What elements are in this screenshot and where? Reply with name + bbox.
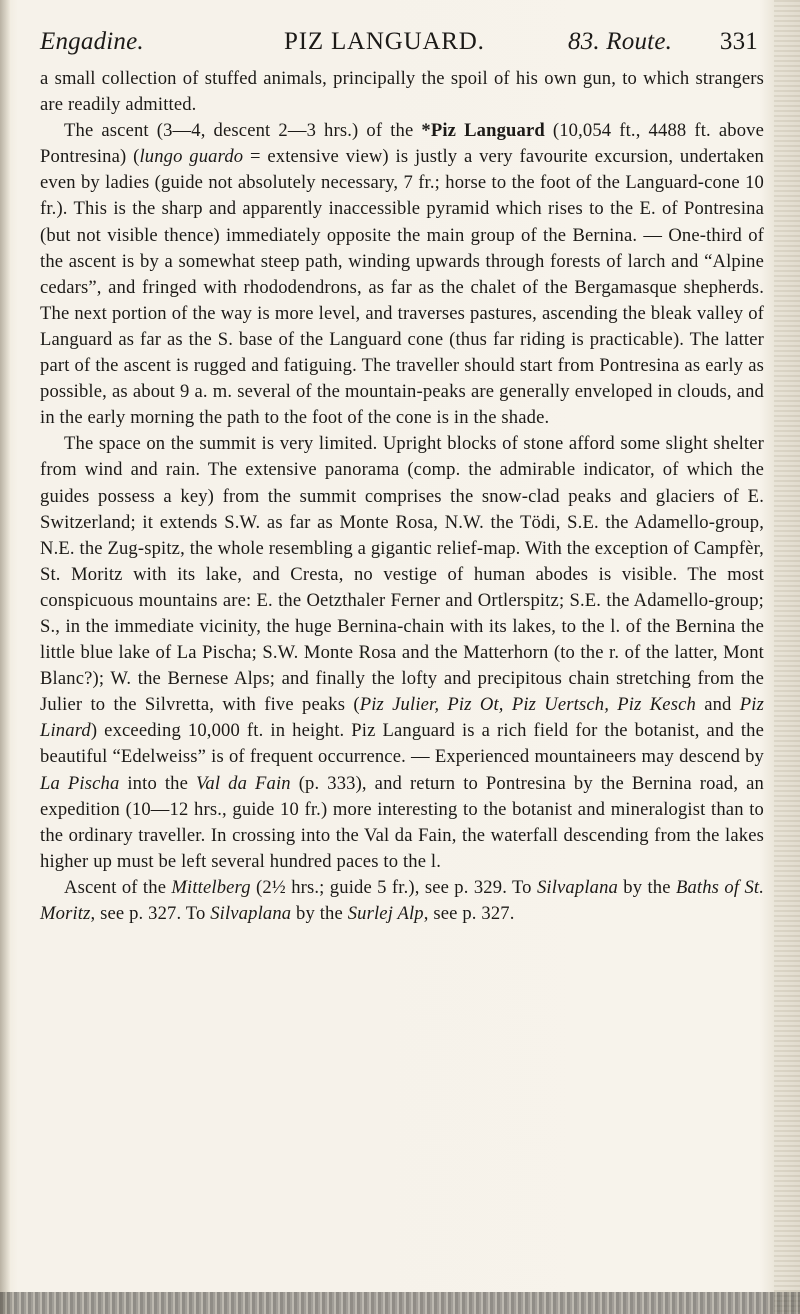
italic-text: Silvaplana (210, 903, 292, 924)
page-number: 331 (719, 28, 758, 55)
italic-text: Mittelberg (171, 876, 251, 898)
text-run: (2½ hrs.; guide 5 fr.), see p. 329. To (250, 876, 537, 898)
text-run: a small collection of stuffed animals, principally the spoil of his own gun, to which strangers are readily admitted. (40, 68, 764, 116)
header-route: 83. Route. (568, 28, 673, 55)
body-text (40, 66, 764, 927)
text-run: (10,054 ft., 4488 ft. above Pontresina) ( (40, 120, 764, 168)
paragraph (40, 118, 764, 431)
italic-text: Silvaplana (536, 876, 618, 898)
text-run: by the (291, 903, 348, 924)
page-edge (774, 0, 800, 1314)
page-bottom-edge (0, 1292, 800, 1314)
paragraph (40, 875, 764, 927)
italic-text: Val da Fain (195, 772, 291, 794)
text-run: The space on the summit is very limited. Upright blocks of stone afford some slight shelter from wind and rain. The extensive panorama (comp. the admirable indicator, of which the guides possess a key) from the summit comprises the snow-clad peaks and glaciers of E. Switzerland; it extends S.W. as far as Monte Rosa, N.W. the Tödi, S.E. the Adamello-group, N.E. the Zug-spitz, the whole resembling a gigantic relief-map. With the exception of Campfèr, St. Moritz with its lake, and Cresta, no vestige of human abodes is visible. The most conspicuous mountains are: E. the Oetzthaler Ferner and Ortlerspitz; S.E. the Adamello-group; S., in the immediate vicinity, the huge Bernina-chain with its lakes, to the l. of the Bernina the little blue lake of La Pischa; S.W. Monte Rosa and the Matterhorn (to the r. of the latter, Mont Blanc?); W. the Bernese Alps; and finally the lofty and precipitous chain stretching from the Julier to the Silvretta, with five peaks ( (40, 433, 764, 716)
italic-text: Piz Linard (40, 694, 764, 742)
text-run: ) exceeding 10,000 ft. in height. Piz Languard is a rich field for the botanist, and the beautiful “Edelweiss” is of frequent occurrence. — Experienced mountaineers may descend by (40, 720, 764, 768)
text-run: , see p. 327. (423, 903, 515, 924)
text-run: , see p. 327. To (90, 903, 211, 924)
page-gutter-shadow (0, 0, 10, 1314)
header-title: PIZ LANGUARD. (284, 28, 485, 55)
bold-text: *Piz Languard (421, 120, 545, 142)
italic-text: Piz Julier, Piz Ot, Piz Uertsch, Piz Kesch (359, 694, 696, 716)
text-run: into the (119, 772, 196, 794)
text-run: The ascent (3—4, descent 2—3 hrs.) of the (64, 120, 422, 142)
text-run: and (695, 694, 740, 716)
text-run: (p. 333), and return to Pontresina by the Bernina road, an expedition (10—12 hrs., guide 10 fr.) more interesting to the botanist and mineralogist than to the ordinary traveller. In crossing into the Val da Fain, the waterfall descending from the lakes higher up must be left several hundred paces to the l. (40, 772, 764, 872)
italic-text: Baths of St. Moritz (40, 876, 765, 924)
paragraph (40, 431, 764, 875)
text-run: Ascent of the (64, 876, 172, 898)
header-region: Engadine. (40, 28, 144, 55)
running-header (40, 22, 762, 62)
italic-text: La Pischa (40, 772, 120, 794)
italic-text: Surlej Alp (347, 903, 424, 924)
text-run: by the (617, 876, 676, 898)
italic-text: lungo guardo (139, 146, 244, 168)
text-run: = extensive view) is justly a very favourite excursion, undertaken even by ladies (guide not absolutely necessary, 7 fr.; horse to the foot of the Languard-cone 10 fr.). This is the sharp and apparently inaccessible pyramid which rises to the E. of Pontresina (but not visible thence) immediately opposite the main group of the Bernina. — One-third of the ascent is by a somewhat steep path, winding upwards through forests of larch and “Alpine cedars”, and fringed with rhododendrons, as far as the chalet of the Bergamasque shepherds. The next portion of the way is more level, and traverses pastures, ascending the bleak valley of Languard as far as the S. base of the Languard cone (thus far riding is practicable). The latter part of the ascent is rugged and fatiguing. The traveller should start from Pontresina as early as possible, as about 9 a. m. several of the mountain-peaks are generally enveloped in clouds, and in the early morning the path to the foot of the cone is in the shade. (40, 146, 764, 429)
paragraph (40, 66, 764, 118)
